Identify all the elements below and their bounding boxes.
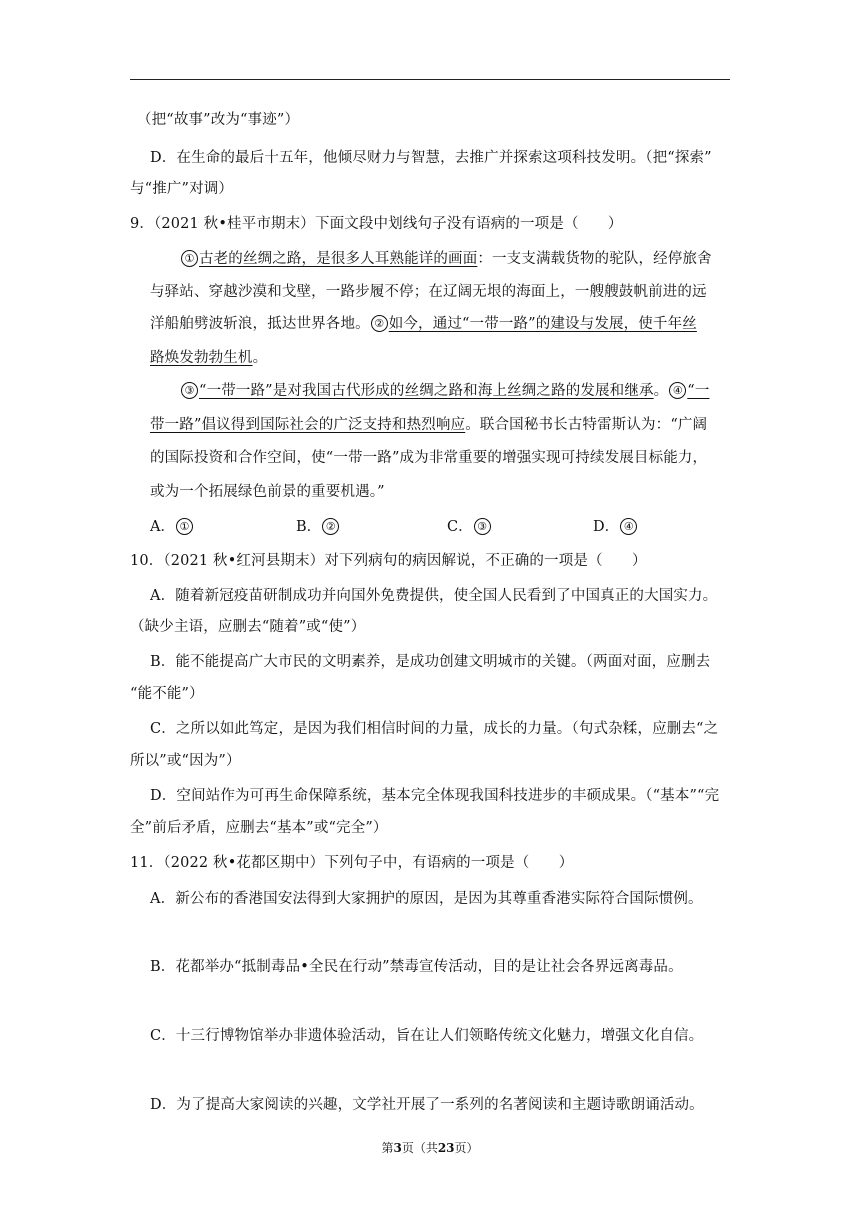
q9-underlined-sentence-3: “一带一路”是对我国古代形成的丝绸之路和海上丝绸之路的发展和继承 bbox=[199, 383, 654, 399]
option-letter: B． bbox=[296, 519, 322, 535]
q10-option-c-line2: 所以”或“因为”） bbox=[130, 753, 241, 769]
q9-passage-line4 bbox=[150, 348, 267, 368]
q9-passage-line5 bbox=[180, 381, 710, 401]
q9-passage-line2: 与驿站、穿越沙漠和戈壁，一路步履不停；在辽阔无垠的海面上，一艘艘鼓帆前进的远 bbox=[150, 284, 707, 300]
circled-number-1: ① bbox=[176, 518, 193, 535]
circled-number-4: ④ bbox=[669, 382, 686, 399]
q9-passage-line7: 的国际投资和合作空间，使“一带一路”成为非常重要的增强实现可持续发展目标能力， bbox=[150, 450, 708, 466]
q11-option-b[interactable]: B．花都举办“抵制毒品•全民在行动”禁毒宣传活动，目的是让社会各界远离毒品。 bbox=[150, 959, 683, 975]
q10-option-b-line2: “能不能”） bbox=[130, 686, 204, 702]
circled-number-4: ④ bbox=[620, 518, 637, 535]
q9-passage-line3 bbox=[150, 314, 697, 334]
q10-option-d-line2: 全”前后矛盾，应删去“基本”或“完全”） bbox=[130, 820, 388, 836]
q9-option-b[interactable] bbox=[296, 517, 340, 537]
q8-option-d-line2: 与“推广”对调） bbox=[130, 181, 234, 197]
q9-text: 。 bbox=[252, 350, 268, 366]
q9-passage-line8: 或为一个拓展绿色前景的重要机遇。” bbox=[150, 484, 385, 500]
q9-option-a[interactable] bbox=[150, 517, 194, 537]
q11-option-c[interactable]: C．十三行博物馆举办非遗体验活动，旨在让人们领略传统文化魅力，增强文化自信。 bbox=[150, 1028, 704, 1044]
q10-stem: 10．（2021 秋•红河县期末）对下列病句的病因解说，不正确的一项是（ ） bbox=[130, 553, 647, 569]
page-footer bbox=[0, 1140, 860, 1156]
q9-passage-line1 bbox=[180, 249, 712, 269]
q9-stem: 9．（2021 秋•桂平市期末）下面文段中划线句子没有语病的一项是（ ） bbox=[130, 216, 623, 232]
header-rule bbox=[130, 79, 730, 80]
footer-suffix: 页） bbox=[454, 1141, 479, 1155]
q9-option-d[interactable] bbox=[593, 517, 638, 537]
circled-number-3: ③ bbox=[181, 382, 198, 399]
circled-number-2: ② bbox=[371, 315, 388, 332]
option-letter: A． bbox=[150, 519, 175, 535]
q9-text: ：一支支满载货物的驼队，经停旅舍 bbox=[477, 251, 712, 267]
q11-option-a[interactable]: A．新公布的香港国安法得到大家拥护的原因，是因为其尊重香港实际符合国际惯例。 bbox=[150, 891, 703, 907]
option-letter: C． bbox=[447, 519, 473, 535]
q9-text: 洋船舶劈波斩浪，抵达世界各地。 bbox=[150, 316, 370, 332]
q8-option-d-line1: D．在生命的最后十五年，他倾尽财力与智慧，去推广并探索这项科技发明。（把“探索” bbox=[150, 150, 712, 166]
q9-text: 。 bbox=[653, 383, 669, 399]
q11-option-d[interactable]: D．为了提高大家阅读的兴趣，文学社开展了一系列的名著阅读和主题诗歌朗诵活动。 bbox=[150, 1097, 704, 1113]
q9-underlined-sentence-2a: 如今，通过“一带一路”的建设与发展，使千年丝 bbox=[388, 316, 697, 332]
q11-stem: 11．（2022 秋•花都区期中）下列句子中，有语病的一项是（ ） bbox=[130, 855, 574, 871]
q10-option-a-line1: A．随着新冠疫苗研制成功并向国外免费提供，使全国人民看到了中国真正的大国实力。 bbox=[150, 588, 718, 604]
q10-option-c-line1: C．之所以如此笃定，是因为我们相信时间的力量，成长的力量。（句式杂糅，应删去“之 bbox=[150, 721, 719, 737]
option-letter: D． bbox=[593, 519, 620, 535]
footer-middle: 页（共 bbox=[401, 1141, 438, 1155]
circled-number-2: ② bbox=[322, 518, 339, 535]
q10-option-d-line1: D．空间站作为可再生命保障系统，基本完全体现我国科技进步的丰硕成果。（“基本”“完 bbox=[150, 788, 720, 804]
q9-underlined-sentence-1: 古老的丝绸之路，是很多人耳熟能详的画面 bbox=[199, 251, 478, 267]
q9-option-c[interactable] bbox=[447, 517, 492, 537]
total-page-count: 23 bbox=[437, 1141, 455, 1155]
footer-prefix: 第 bbox=[381, 1141, 394, 1155]
current-page-number: 3 bbox=[393, 1141, 402, 1155]
q8-continuation-line: （把“故事”改为“事迹”） bbox=[137, 112, 300, 128]
q9-text: 。联合国秘书长古特雷斯认为：“广阔 bbox=[465, 417, 708, 433]
q10-option-a-line2: （缺少主语，应删去“随着”或“使”） bbox=[130, 619, 366, 635]
circled-number-3: ③ bbox=[474, 518, 491, 535]
q10-option-b-line1: B．能不能提高广大市民的文明素养，是成功创建文明城市的关键。（两面对面，应删去 bbox=[150, 654, 711, 670]
q9-underlined-sentence-4a: “一 bbox=[687, 383, 710, 399]
q9-underlined-sentence-4b: 带一路”倡议得到国际社会的广泛支持和热烈响应 bbox=[150, 417, 466, 433]
q9-passage-line6 bbox=[150, 415, 707, 435]
circled-number-1: ① bbox=[181, 250, 198, 267]
q9-underlined-sentence-2b: 路焕发勃勃生机 bbox=[150, 350, 253, 366]
